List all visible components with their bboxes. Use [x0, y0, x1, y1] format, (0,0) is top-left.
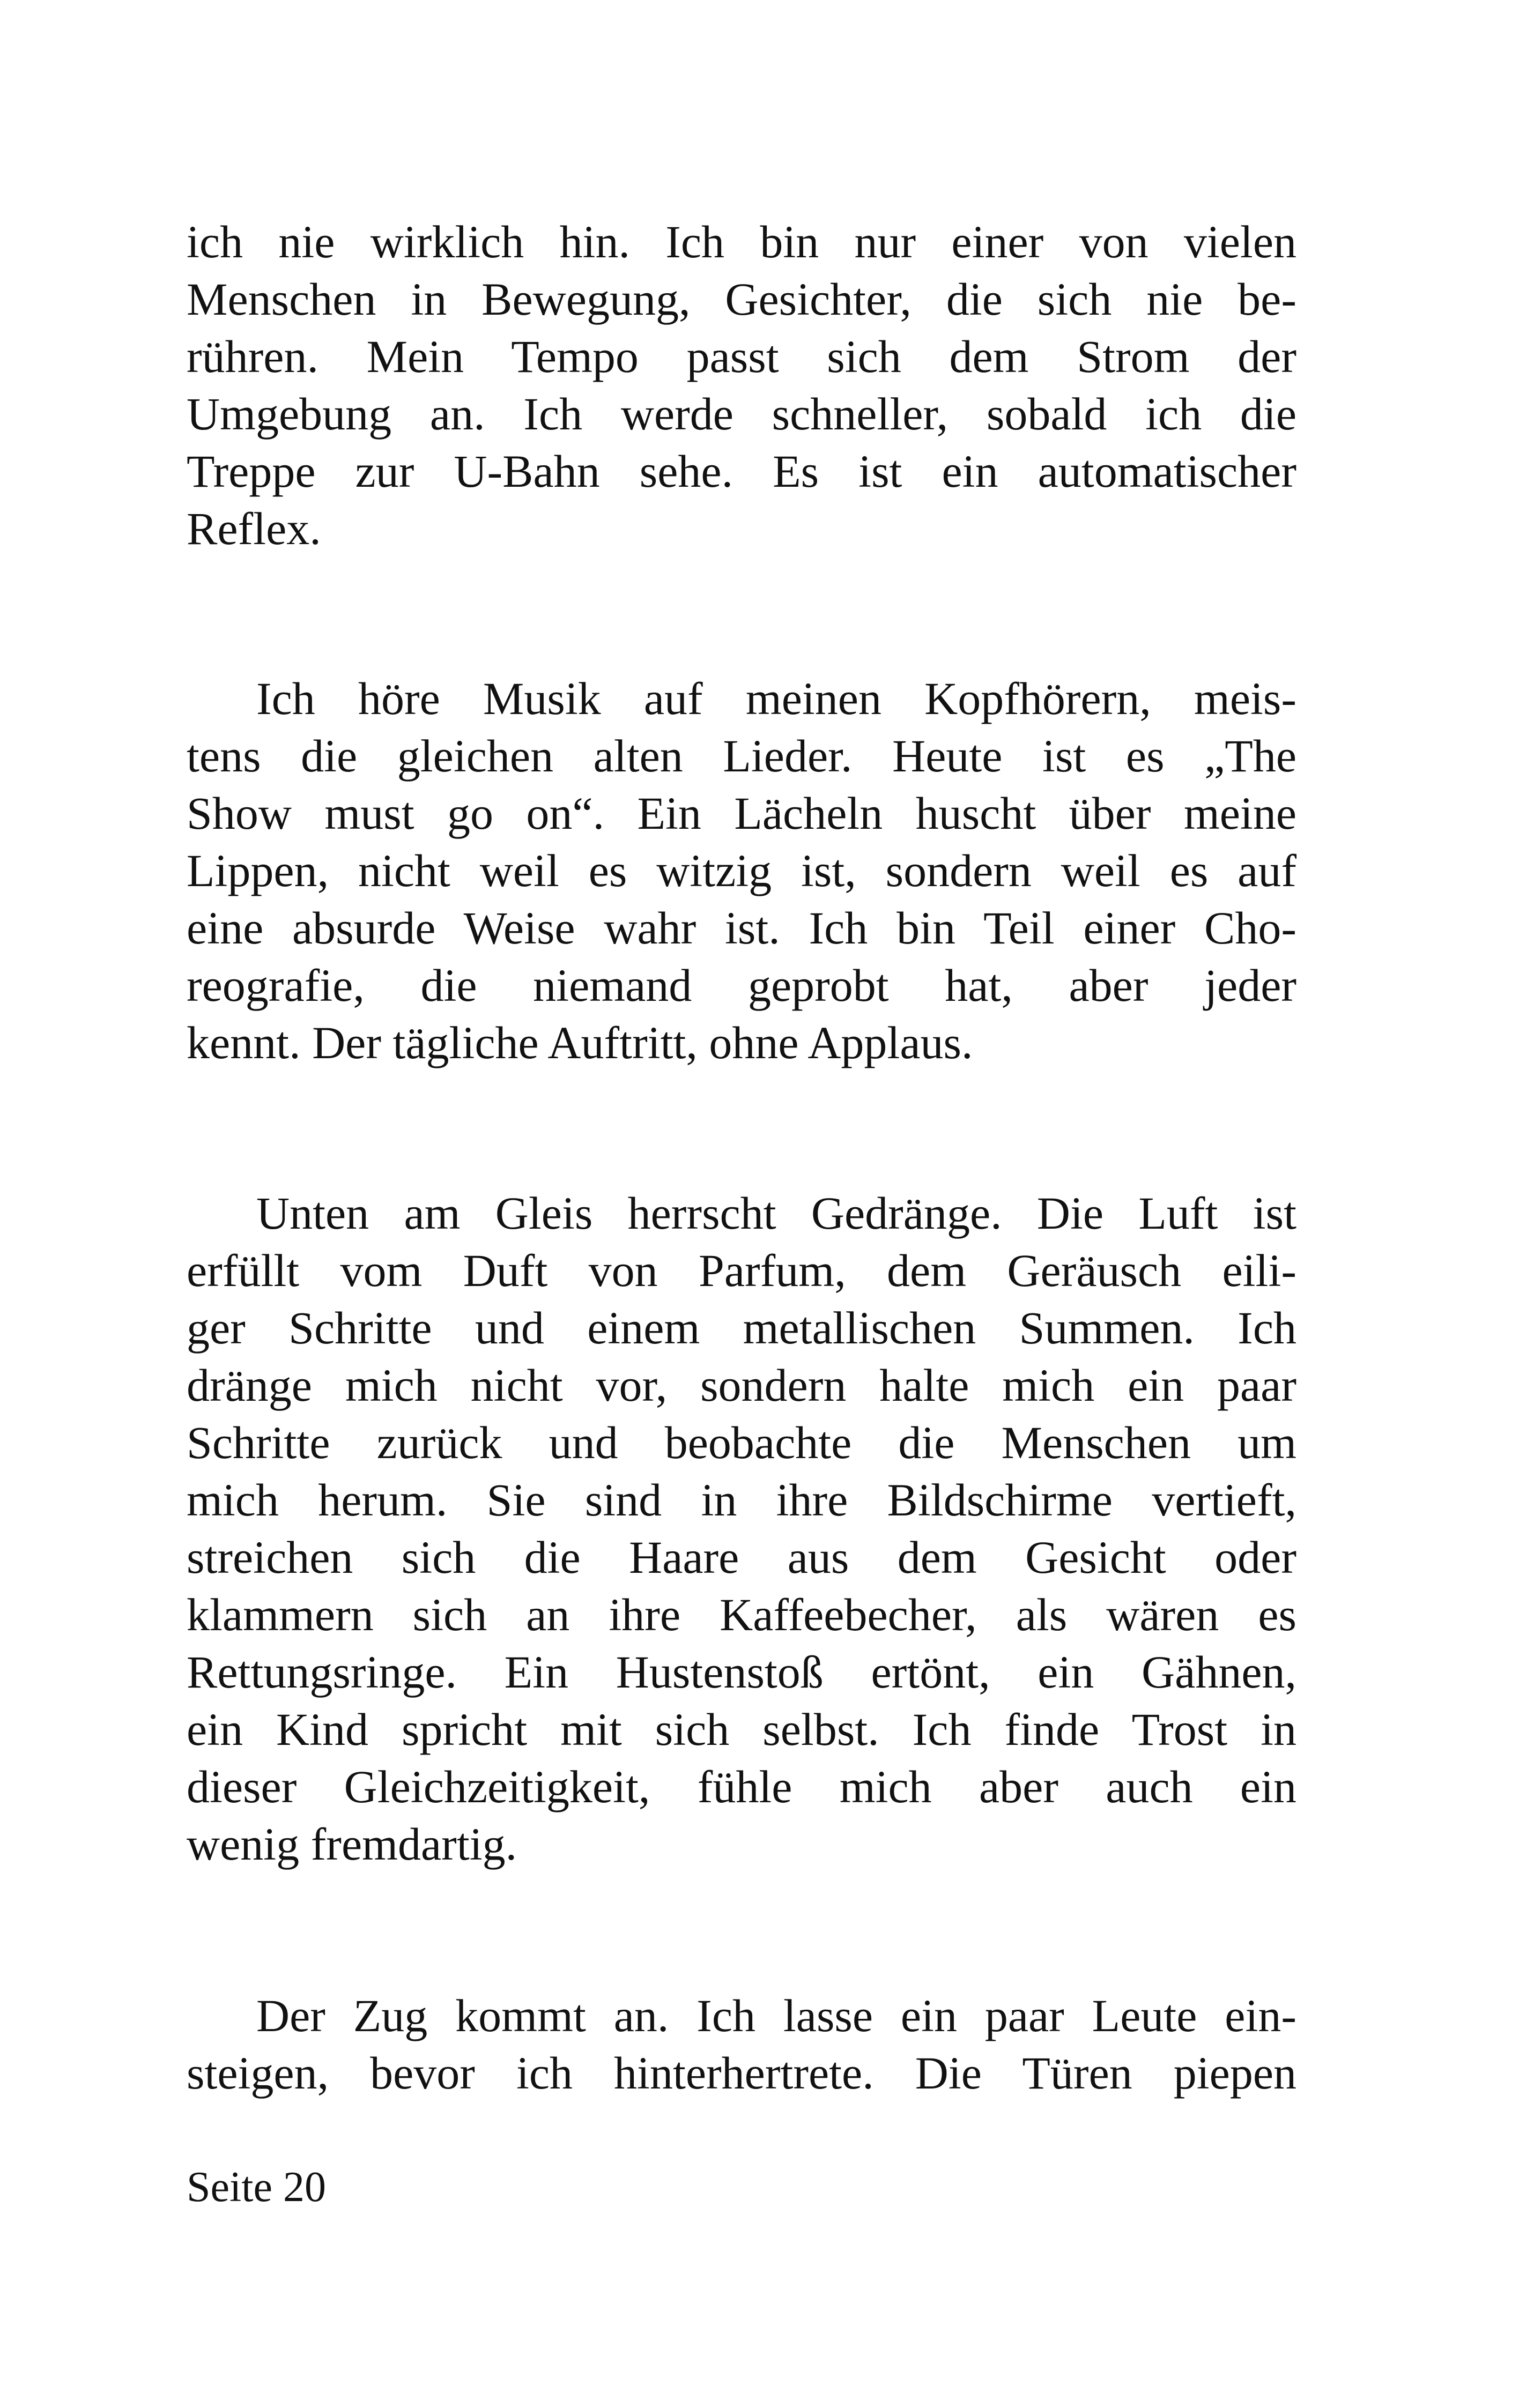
text-line: klammern sich an ihre Kaffeebecher, als wären es	[187, 1589, 1296, 1640]
text-line: dieser Gleichzeitigkeit, fühle mich aber auch ein	[187, 1761, 1296, 1812]
text-line: Reflex.	[187, 503, 321, 554]
text-line: dränge mich nicht vor, sondern halte mich ein paar	[187, 1359, 1296, 1411]
text-line: mich herum. Sie sind in ihre Bildschirme vertieft,	[187, 1474, 1296, 1526]
text-line: Show must go on“. Ein Lächeln huscht über meine	[187, 787, 1296, 839]
text-line: ich nie wirklich hin. Ich bin nur einer von vielen	[187, 216, 1296, 267]
text-line: reografie, die niemand geprobt hat, aber jeder	[187, 960, 1296, 1011]
paragraph-3	[187, 1185, 1296, 1873]
text-line: ein Kind spricht mit sich selbst. Ich finde Trost in	[187, 1704, 1296, 1755]
text-line: Unten am Gleis herrscht Gedränge. Die Luft ist	[256, 1187, 1296, 1239]
text-line: Treppe zur U-Bahn sehe. Es ist ein automatischer	[187, 445, 1296, 497]
text-line: Lippen, nicht weil es witzig ist, sondern weil es auf	[187, 845, 1296, 896]
text-line: streichen sich die Haare aus dem Gesicht oder	[187, 1532, 1296, 1583]
paragraph-4	[187, 1987, 1296, 2102]
text-line: Der Zug kommt an. Ich lasse ein paar Leute ein-	[256, 1990, 1296, 2041]
text-line: Menschen in Bewegung, Gesichter, die sich nie be-	[187, 273, 1296, 325]
text-line: Rettungsringe. Ein Hustenstoß ertönt, ein Gähnen,	[187, 1646, 1296, 1698]
text-line: ger Schritte und einem metallischen Summen. Ich	[187, 1302, 1296, 1354]
text-line: kennt. Der tägliche Auftritt, ohne Applaus.	[187, 1017, 973, 1068]
text-line: wenig fremdartig.	[187, 1818, 517, 1870]
text-line: steigen, bevor ich hinterhertrete. Die Türen piepen	[187, 2047, 1296, 2099]
paragraph-2	[187, 670, 1296, 1072]
text-line: tens die gleichen alten Lieder. Heute ist es „The	[187, 730, 1296, 782]
text-line: erfüllt vom Duft von Parfum, dem Geräusch eili-	[187, 1245, 1296, 1296]
text-line: Umgebung an. Ich werde schneller, sobald ich die	[187, 388, 1296, 440]
text-line: Ich höre Musik auf meinen Kopfhörern, meis-	[256, 673, 1296, 724]
paragraph-1	[187, 213, 1296, 558]
text-line: rühren. Mein Tempo passt sich dem Strom der	[187, 331, 1296, 382]
text-line: Schritte zurück und beobachte die Menschen um	[187, 1417, 1296, 1468]
page-number: Seite 20	[187, 2164, 326, 2211]
text-line: eine absurde Weise wahr ist. Ich bin Teil einer Cho-	[187, 902, 1296, 954]
